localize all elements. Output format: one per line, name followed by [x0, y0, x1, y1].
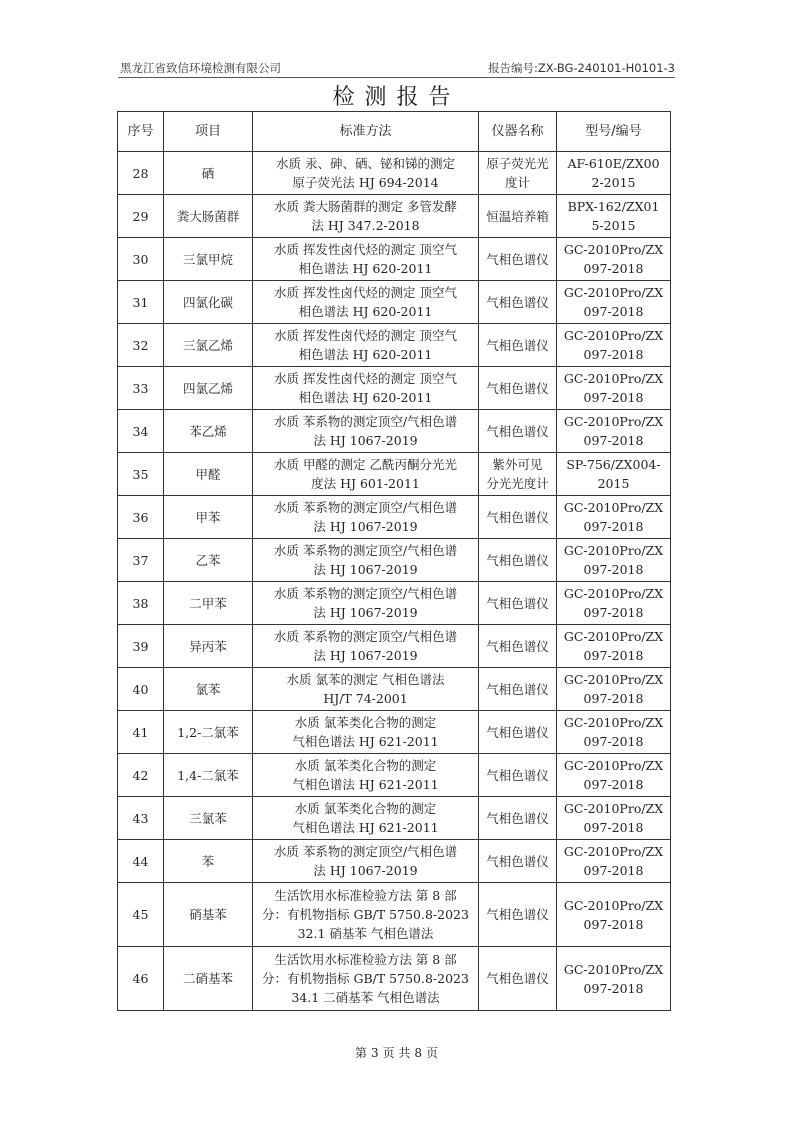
- cell-method-line: 水质 苯系物的测定顶空/气相色谱: [273, 586, 458, 601]
- cell-model: [557, 582, 671, 625]
- cell-model: [557, 625, 671, 668]
- cell-model-line: 2-2015: [591, 175, 636, 190]
- footer-suffix: 页: [426, 1046, 439, 1060]
- cell-model: [557, 453, 671, 496]
- cell-method: [253, 367, 479, 410]
- cell-model: [557, 947, 671, 1011]
- cell-instrument: [479, 625, 557, 668]
- cell-method-line: 水质 氯苯类化合物的测定: [294, 801, 437, 816]
- cell-method: [253, 324, 479, 367]
- cell-model-line: GC-2010Pro/ZX: [563, 242, 664, 257]
- cell-model: [557, 797, 671, 840]
- cell-instrument: [479, 281, 557, 324]
- cell-method-line: 水质 汞、砷、硒、铋和锑的测定: [276, 156, 455, 171]
- cell-instrument-line: 气相色谱仪: [486, 380, 549, 396]
- cell-method-line: 气相色谱法 HJ 621-2011: [292, 820, 439, 835]
- cell-method-line: 气相色谱法 HJ 621-2011: [292, 734, 439, 749]
- cell-model: [557, 152, 671, 195]
- cell-method-line: 水质 苯系物的测定顶空/气相色谱: [273, 500, 458, 515]
- cell-instrument-line: 气相色谱仪: [486, 251, 549, 267]
- cell-model-line: 097-2018: [583, 433, 644, 448]
- cell-method-line: 32.1 硝基苯 气相色谱法: [297, 926, 434, 941]
- cell-model-line: GC-2010Pro/ZX: [563, 328, 664, 343]
- cell-method: [253, 152, 479, 195]
- table-row: [118, 453, 671, 496]
- cell-instrument-line: 气相色谱仪: [486, 552, 549, 568]
- cell-method: [253, 625, 479, 668]
- cell-method-line: 法 HJ 347.2-2018: [311, 218, 420, 233]
- table-row: [118, 152, 671, 195]
- cell-instrument-line: 气相色谱仪: [486, 294, 549, 310]
- cell-no: 38: [118, 582, 164, 625]
- cell-instrument-line: 气相色谱仪: [486, 907, 549, 922]
- column-header-item: 项目: [164, 112, 253, 152]
- cell-method-line: 34.1 二硝基苯 气相色谱法: [291, 990, 440, 1005]
- cell-model: [557, 754, 671, 797]
- cell-item: 苯乙烯: [164, 410, 253, 453]
- cell-method-line: 水质 苯系物的测定顶空/气相色谱: [273, 629, 458, 644]
- cell-method-line: 法 HJ 1067-2019: [313, 605, 418, 620]
- cell-method-line: 水质 氯苯的测定 气相色谱法: [286, 672, 445, 687]
- table-row: [118, 238, 671, 281]
- cell-method: [253, 195, 479, 238]
- cell-model: [557, 711, 671, 754]
- cell-model-line: 097-2018: [583, 648, 644, 663]
- cell-model: [557, 367, 671, 410]
- cell-model-line: 097-2018: [583, 820, 644, 835]
- cell-instrument-line: 恒温培养箱: [486, 208, 549, 224]
- cell-instrument: [479, 539, 557, 582]
- cell-model: [557, 281, 671, 324]
- cell-model-line: GC-2010Pro/ZX: [563, 715, 664, 730]
- cell-item: 二甲苯: [164, 582, 253, 625]
- cell-item: 苯: [164, 840, 253, 883]
- cell-model: [557, 324, 671, 367]
- cell-method: [253, 840, 479, 883]
- cell-no: 42: [118, 754, 164, 797]
- table-row: [118, 947, 671, 1011]
- cell-instrument-line: 度计: [504, 175, 530, 190]
- cell-no: 45: [118, 883, 164, 947]
- page-footer: [0, 1044, 793, 1061]
- cell-instrument: [479, 496, 557, 539]
- cell-no: 30: [118, 238, 164, 281]
- cell-no: 43: [118, 797, 164, 840]
- cell-model-line: GC-2010Pro/ZX: [563, 285, 664, 300]
- cell-method-line: 法 HJ 1067-2019: [313, 648, 418, 663]
- cell-instrument-line: 气相色谱仪: [486, 971, 549, 986]
- cell-model-line: GC-2010Pro/ZX: [563, 500, 664, 515]
- cell-model-line: GC-2010Pro/ZX: [563, 961, 664, 977]
- cell-instrument: [479, 947, 557, 1011]
- cell-method-line: 水质 氯苯类化合物的测定: [294, 715, 437, 730]
- cell-instrument-line: 原子荧光光: [486, 156, 549, 171]
- cell-method-line: 水质 苯系物的测定顶空/气相色谱: [273, 543, 458, 558]
- table-row: [118, 281, 671, 324]
- cell-model: [557, 840, 671, 883]
- footer-page-number: 3: [370, 1046, 379, 1060]
- cell-item: 1,4-二氯苯: [164, 754, 253, 797]
- cell-method-line: 气相色谱法 HJ 621-2011: [292, 777, 439, 792]
- table-row: [118, 195, 671, 238]
- cell-method: [253, 797, 479, 840]
- cell-instrument: [479, 883, 557, 947]
- cell-method: [253, 883, 479, 947]
- table-row: [118, 625, 671, 668]
- cell-method-line: 法 HJ 1067-2019: [313, 863, 418, 878]
- cell-method-line: 分：有机物指标 GB/T 5750.8-2023: [262, 907, 469, 922]
- cell-method-line: 法 HJ 1067-2019: [313, 519, 418, 534]
- cell-item: 乙苯: [164, 539, 253, 582]
- table-row: [118, 539, 671, 582]
- cell-instrument: [479, 152, 557, 195]
- table-row: [118, 324, 671, 367]
- cell-instrument: [479, 324, 557, 367]
- cell-method-line: 水质 甲醛的测定 乙酰丙酮分光光: [274, 457, 457, 472]
- cell-instrument-line: 气相色谱仪: [486, 337, 549, 353]
- cell-item: 四氯乙烯: [164, 367, 253, 410]
- cell-no: 28: [118, 152, 164, 195]
- column-header-no: 序号: [118, 112, 164, 152]
- column-header-instrument: 仪器名称: [479, 112, 557, 152]
- cell-method: [253, 668, 479, 711]
- cell-model-line: GC-2010Pro/ZX: [563, 586, 664, 601]
- cell-no: 33: [118, 367, 164, 410]
- cell-method: [253, 711, 479, 754]
- cell-method: [253, 453, 479, 496]
- cell-no: 32: [118, 324, 164, 367]
- cell-item: 二硝基苯: [164, 947, 253, 1011]
- cell-method: [253, 754, 479, 797]
- cell-model-line: GC-2010Pro/ZX: [563, 844, 664, 859]
- table-row: [118, 840, 671, 883]
- cell-model-line: 097-2018: [583, 347, 644, 362]
- cell-instrument-line: 紫外可见: [492, 457, 543, 472]
- cell-instrument-line: 气相色谱仪: [486, 595, 549, 611]
- footer-total-pages: 8: [414, 1046, 423, 1060]
- cell-method-line: 生活饮用水标准检验方法 第 8 部: [274, 952, 457, 967]
- cell-model-line: GC-2010Pro/ZX: [563, 629, 664, 644]
- cell-method-line: 法 HJ 1067-2019: [313, 562, 418, 577]
- cell-model-line: 097-2018: [583, 734, 644, 749]
- cell-method: [253, 582, 479, 625]
- table-row: [118, 711, 671, 754]
- cell-model: [557, 668, 671, 711]
- cell-model-line: GC-2010Pro/ZX: [563, 672, 664, 687]
- cell-method-line: 法 HJ 1067-2019: [313, 433, 418, 448]
- cell-method-line: HJ/T 74-2001: [323, 691, 408, 706]
- cell-model: [557, 883, 671, 947]
- cell-model-line: 5-2015: [591, 218, 636, 233]
- cell-instrument: [479, 195, 557, 238]
- cell-instrument: [479, 668, 557, 711]
- cell-model: [557, 195, 671, 238]
- cell-method-line: 生活饮用水标准检验方法 第 8 部: [274, 888, 457, 903]
- cell-no: 34: [118, 410, 164, 453]
- cell-model: [557, 496, 671, 539]
- company-name: 黑龙江省致信环境检测有限公司: [120, 61, 281, 75]
- table-row: [118, 410, 671, 453]
- footer-mid: 页 共: [382, 1046, 411, 1060]
- cell-method-line: 水质 挥发性卤代烃的测定 顶空气: [274, 242, 457, 257]
- cell-method-line: 相色谱法 HJ 620-2011: [298, 304, 433, 319]
- cell-model-line: GC-2010Pro/ZX: [563, 897, 664, 913]
- cell-method-line: 原子荧光法 HJ 694-2014: [292, 175, 439, 190]
- cell-item: 硝基苯: [164, 883, 253, 947]
- cell-model-line: 097-2018: [583, 390, 644, 405]
- cell-model-line: GC-2010Pro/ZX: [563, 758, 664, 773]
- cell-no: 35: [118, 453, 164, 496]
- cell-method-line: 水质 氯苯类化合物的测定: [294, 758, 437, 773]
- cell-instrument: [479, 840, 557, 883]
- cell-model-line: 097-2018: [583, 863, 644, 878]
- cell-item: 三氯乙烯: [164, 324, 253, 367]
- cell-method: [253, 281, 479, 324]
- cell-instrument: [479, 453, 557, 496]
- cell-model-line: 097-2018: [583, 605, 644, 620]
- report-number: 报告编号:ZX-BG-240101-H0101-3: [488, 61, 675, 75]
- page-title: 检测报告: [332, 85, 461, 110]
- cell-model-line: AF-610E/ZX00: [567, 156, 660, 171]
- cell-no: 37: [118, 539, 164, 582]
- cell-model: [557, 238, 671, 281]
- footer-prefix: 第: [354, 1046, 367, 1060]
- table-row: [118, 797, 671, 840]
- cell-method-line: 度法 HJ 601-2011: [311, 476, 420, 491]
- table-row: [118, 883, 671, 947]
- cell-model: [557, 410, 671, 453]
- cell-method-line: 水质 挥发性卤代烃的测定 顶空气: [274, 285, 457, 300]
- cell-item: 粪大肠菌群: [164, 195, 253, 238]
- cell-method-line: 水质 粪大肠菌群的测定 多管发酵: [274, 199, 457, 214]
- cell-method-line: 水质 挥发性卤代烃的测定 顶空气: [274, 371, 457, 386]
- table-row: [118, 668, 671, 711]
- cell-model: [557, 539, 671, 582]
- cell-method: [253, 496, 479, 539]
- cell-model-line: 097-2018: [583, 519, 644, 534]
- cell-model-line: GC-2010Pro/ZX: [563, 414, 664, 429]
- cell-method: [253, 410, 479, 453]
- cell-no: 29: [118, 195, 164, 238]
- cell-item: 甲苯: [164, 496, 253, 539]
- table-header-row: [118, 112, 671, 152]
- cell-method: [253, 238, 479, 281]
- report-table: [117, 111, 671, 1011]
- cell-model-line: GC-2010Pro/ZX: [563, 371, 664, 386]
- cell-model-line: GC-2010Pro/ZX: [563, 543, 664, 558]
- cell-instrument: [479, 238, 557, 281]
- cell-method-line: 水质 挥发性卤代烃的测定 顶空气: [274, 328, 457, 343]
- table-row: [118, 496, 671, 539]
- cell-item: 氯苯: [164, 668, 253, 711]
- cell-no: 44: [118, 840, 164, 883]
- column-header-model: 型号/编号: [557, 112, 671, 152]
- cell-model-line: 097-2018: [583, 562, 644, 577]
- cell-no: 36: [118, 496, 164, 539]
- cell-method-line: 水质 苯系物的测定顶空/气相色谱: [273, 844, 458, 859]
- cell-method: [253, 947, 479, 1011]
- cell-model-line: 097-2018: [583, 980, 644, 996]
- cell-instrument-line: 分光光度计: [486, 476, 549, 491]
- cell-model-line: GC-2010Pro/ZX: [563, 801, 664, 816]
- cell-model-line: 097-2018: [583, 691, 644, 706]
- cell-model-line: 097-2018: [583, 304, 644, 319]
- cell-instrument-line: 气相色谱仪: [486, 423, 549, 439]
- cell-instrument: [479, 754, 557, 797]
- cell-item: 三氯苯: [164, 797, 253, 840]
- cell-instrument-line: 气相色谱仪: [486, 767, 549, 783]
- cell-instrument-line: 气相色谱仪: [486, 638, 549, 654]
- cell-model-line: 097-2018: [583, 777, 644, 792]
- cell-instrument-line: 气相色谱仪: [486, 810, 549, 826]
- cell-instrument-line: 气相色谱仪: [486, 724, 549, 740]
- cell-item: 异丙苯: [164, 625, 253, 668]
- cell-method-line: 相色谱法 HJ 620-2011: [298, 390, 433, 405]
- cell-method-line: 水质 苯系物的测定顶空/气相色谱: [273, 414, 458, 429]
- table-row: [118, 367, 671, 410]
- cell-method-line: 分：有机物指标 GB/T 5750.8-2023: [262, 971, 469, 986]
- cell-instrument: [479, 797, 557, 840]
- cell-instrument: [479, 582, 557, 625]
- cell-item: 1,2-二氯苯: [164, 711, 253, 754]
- cell-model-line: 2015: [597, 476, 630, 491]
- cell-model-line: 097-2018: [583, 916, 644, 932]
- column-header-method: 标准方法: [253, 112, 479, 152]
- cell-item: 甲醛: [164, 453, 253, 496]
- table-row: [118, 754, 671, 797]
- cell-instrument: [479, 367, 557, 410]
- cell-item: 硒: [164, 152, 253, 195]
- cell-no: 46: [118, 947, 164, 1011]
- cell-no: 41: [118, 711, 164, 754]
- cell-method: [253, 539, 479, 582]
- cell-method-line: 相色谱法 HJ 620-2011: [298, 261, 433, 276]
- cell-instrument: [479, 711, 557, 754]
- cell-item: 三氯甲烷: [164, 238, 253, 281]
- cell-instrument: [479, 410, 557, 453]
- header-divider: [118, 77, 675, 78]
- cell-instrument-line: 气相色谱仪: [486, 853, 549, 869]
- cell-instrument-line: 气相色谱仪: [486, 509, 549, 525]
- cell-no: 39: [118, 625, 164, 668]
- cell-item: 四氯化碳: [164, 281, 253, 324]
- cell-model-line: SP-756/ZX004-: [566, 457, 661, 472]
- cell-no: 31: [118, 281, 164, 324]
- cell-instrument-line: 气相色谱仪: [486, 681, 549, 697]
- cell-model-line: 097-2018: [583, 261, 644, 276]
- cell-method-line: 相色谱法 HJ 620-2011: [298, 347, 433, 362]
- cell-model-line: BPX-162/ZX01: [567, 199, 660, 214]
- cell-no: 40: [118, 668, 164, 711]
- table-row: [118, 582, 671, 625]
